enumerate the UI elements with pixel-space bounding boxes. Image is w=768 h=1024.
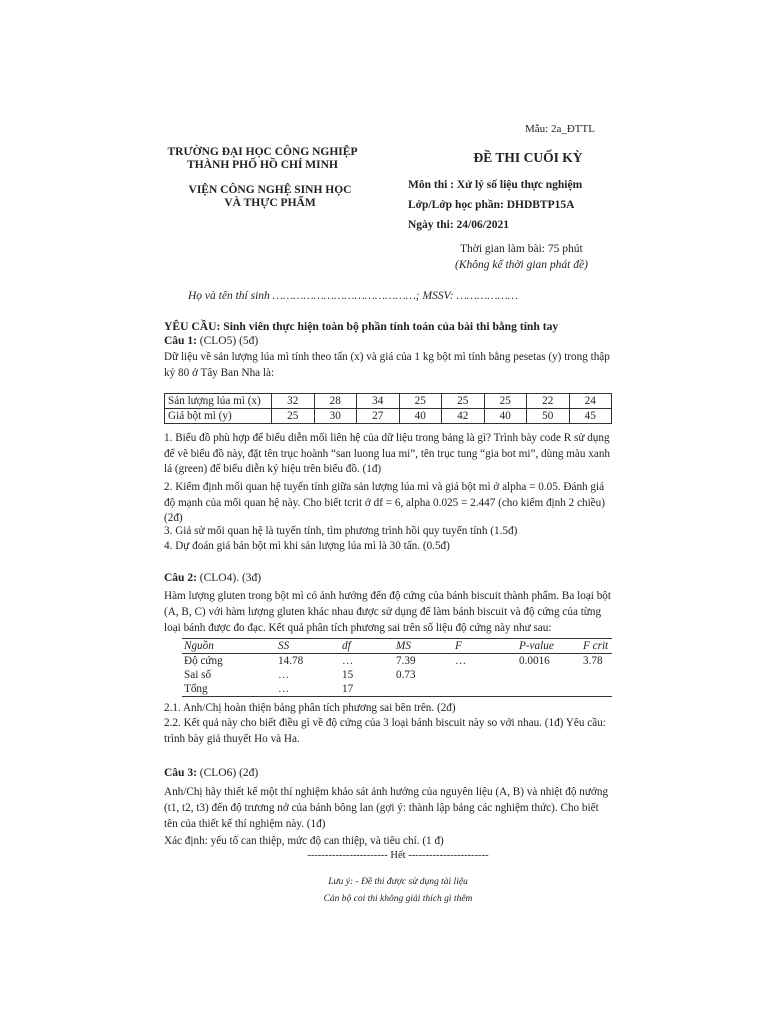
institute-line-2: VÀ THỰC PHẨM (224, 197, 316, 209)
exam-duration: Thời gian làm bài: 75 phút (460, 243, 583, 255)
q2-item-1: 2.1. Anh/Chị hoàn thiện bảng phân tích phương sai bên trên. (2đ) (164, 702, 456, 714)
school-line-2: THÀNH PHỐ HỒ CHÍ MINH (187, 159, 338, 171)
table-cell: Sai số (184, 669, 212, 681)
column-header: df (340, 639, 394, 654)
q1-heading-clo: (CLO5) (5đ) (196, 335, 259, 347)
requirement: YÊU CẦU: Sinh viên thực hiện toàn bộ phần tính toán của bài thi bằng tính tay (164, 320, 559, 333)
row-label: Sản lượng lúa mì (x) (165, 394, 272, 409)
table-row (182, 654, 612, 669)
column-header: F (453, 639, 517, 654)
table-cell: 50 (527, 409, 570, 424)
q2-anova-table (182, 638, 612, 697)
table-cell: 40 (399, 409, 442, 424)
q2-heading (164, 572, 261, 584)
table-cell (581, 682, 612, 697)
column-header: P-value (517, 639, 581, 654)
table-cell: … (278, 669, 290, 681)
q3-heading-label: Câu 3: (164, 767, 197, 779)
table-cell: 34 (357, 394, 400, 409)
note-proctor: Cán bộ coi thi không giải thích gì thêm (323, 894, 473, 904)
q1-heading-label: Câu 1: (164, 335, 197, 347)
table-cell: 7.39 (396, 655, 416, 667)
table-cell: … (276, 682, 340, 697)
q1-item-2: 2. Kiểm định mối quan hệ tuyến tính giữa sản lượng lúa mì và giá bột mì ở alpha = 0.05. Đánh giá độ mạnh của mối quan hệ này. Cho biết tcrit ở df = 6, alpha 0.025 = 2.447 (cho kiểm định 2 chiều) (2đ) (164, 481, 605, 524)
table-cell (517, 668, 581, 682)
table-cell (453, 668, 517, 682)
exam-subject: Môn thi : Xử lý số liệu thực nghiệm (408, 179, 583, 191)
exam-duration-note: (Không kể thời gian phát đề) (455, 259, 588, 271)
table-header-row (182, 639, 612, 654)
table-cell: 42 (442, 409, 485, 424)
table-cell: 30 (314, 409, 357, 424)
column-header: MS (394, 639, 453, 654)
row-label: Giá bột mì (y) (165, 409, 272, 424)
table-cell: 0.0016 (519, 655, 550, 667)
column-header: SS (276, 639, 340, 654)
table-cell: … (342, 655, 354, 667)
exam-date: Ngày thi: 24/06/2021 (408, 219, 509, 231)
student-info-line: Họ và tên thí sinh ……………………………………; MSSV: ……………… (188, 290, 518, 302)
form-code: Mẫu: 2a_ĐTTL (525, 123, 595, 135)
q1-item-4: 4. Dự đoán giá bán bột mì khi sản lượng lúa mì là 30 tấn. (0.5đ) (164, 540, 450, 552)
table-cell: 25 (399, 394, 442, 409)
q1-data-table (164, 393, 612, 424)
q1-heading (164, 335, 258, 347)
table-cell (517, 682, 581, 697)
table-cell: 25 (272, 409, 315, 424)
column-header: Nguồn (182, 639, 276, 654)
q3-heading-clo: (CLO6) (2đ) (196, 767, 259, 779)
table-cell: 45 (569, 409, 612, 424)
table-cell: Độ cứng (184, 655, 223, 667)
q2-heading-label: Câu 2: (164, 572, 197, 584)
table-cell: 0.73 (396, 669, 416, 681)
q1-item-3: 3. Giả sử mối quan hệ là tuyến tính, tìm phương trình hồi quy tuyến tính (1.5đ) (164, 525, 518, 537)
end-line: ----------------------- Hết ----------------------- (307, 850, 489, 861)
table-cell: 32 (272, 394, 315, 409)
table-cell: Tổng (182, 682, 276, 697)
q3-heading (164, 767, 258, 779)
table-cell: 15 (342, 669, 354, 681)
table-row (165, 394, 612, 409)
school-name (150, 146, 375, 172)
table-cell: … (455, 655, 467, 667)
institute-line-1: VIỆN CÔNG NGHỆ SINH HỌC (188, 184, 352, 196)
q2-item-2: 2.2. Kết quả này cho biết điều gì về độ cứng của 3 loại bánh biscuit này so với nhau. (1đ) Yêu cầu: trình bày giả thuyết Ho và Ha. (164, 717, 606, 745)
table-cell: 14.78 (278, 655, 304, 667)
table-cell: 28 (314, 394, 357, 409)
table-cell: 25 (442, 394, 485, 409)
note-materials: Lưu ý: - Đề thi được sử dụng tài liệu (328, 877, 468, 887)
q1-item-1: 1. Biểu đồ phù hợp để biểu diễn mối liên hệ của dữ liệu trong bảng là gì? Trình bày code R sử dụng để vẽ biểu đồ này, đặt tên trục hoành “san luong lua mi”, tên trục tung “gia bot mi”, dùng màu xanh lá (green) để biểu diễn ký hiệu trên biểu đồ. (1đ) (164, 432, 611, 475)
table-cell: 17 (340, 682, 394, 697)
table-cell: 22 (527, 394, 570, 409)
q3-intro: Anh/Chị hãy thiết kế một thí nghiệm khảo sát ảnh hưởng của nguyên liệu (A, B) và nhiệt độ nướng (t1, t2, t3) đến độ trương nở của bánh bông lan (gợi ý: thành lập bảng các nghiệm thức). Cho biết tên của thiết kế thí nghiệm này. (1đ) (164, 786, 609, 830)
table-cell: 3.78 (583, 655, 603, 667)
q2-intro: Hàm lượng gluten trong bột mì có ảnh hưởng đến độ cứng của bánh biscuit thành phẩm. Ba loại bột (A, B, C) với hàm lượng gluten khác nhau được sử dụng để làm bánh biscuit và độ cứng của từng loại bánh được đo đạc. Kết quả phân tích phương sai trên số liệu độ cứng này như sau: (164, 590, 611, 634)
table-row (182, 668, 612, 682)
exam-title: ĐỀ THI CUỐI KỲ (473, 150, 583, 165)
institute-name (170, 184, 370, 210)
q2-heading-clo: (CLO4). (3đ) (196, 572, 262, 584)
exam-class: Lớp/Lớp học phần: DHDBTP15A (408, 199, 575, 211)
table-row (165, 409, 612, 424)
q3-item: Xác định: yếu tố can thiệp, mức độ can thiệp, và tiêu chí. (1 đ) (164, 835, 444, 847)
table-row (182, 682, 612, 697)
table-cell (394, 682, 453, 697)
table-cell: 40 (484, 409, 527, 424)
school-line-1: TRƯỜNG ĐẠI HỌC CÔNG NGHIỆP (167, 146, 358, 158)
table-cell (581, 668, 612, 682)
table-cell (453, 682, 517, 697)
table-cell: 24 (569, 394, 612, 409)
table-cell: 27 (357, 409, 400, 424)
column-header: F crit (581, 639, 612, 654)
table-cell: 25 (484, 394, 527, 409)
q1-intro: Dữ liệu về sản lượng lúa mì tính theo tấn (x) và giá của 1 kg bột mì tính bằng pesetas (y) trong thập kỷ 80 ở Tây Ban Nha là: (164, 351, 610, 379)
